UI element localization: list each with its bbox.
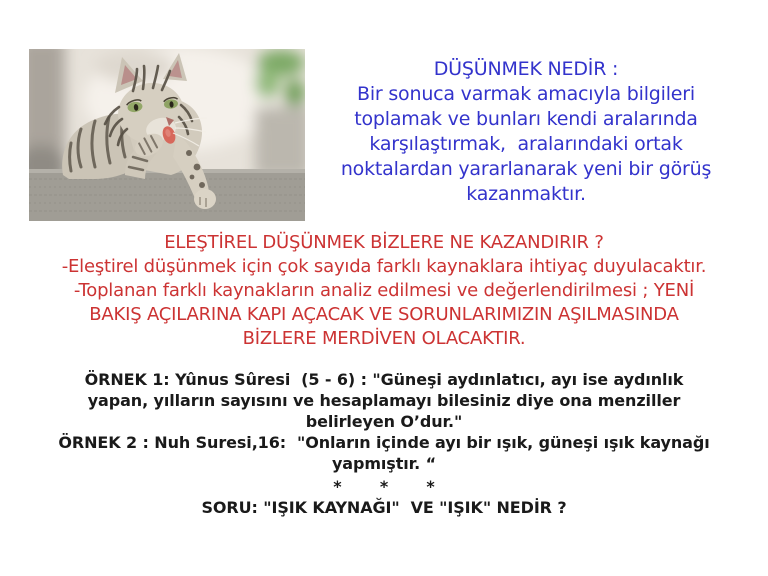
critical-line: BİZLERE MERDİVEN OLACAKTIR. [242, 328, 526, 349]
example-line: yapmıştır. “ [331, 454, 437, 473]
asterisk-separator: * * * [333, 477, 435, 496]
examples-block [8, 369, 760, 518]
thinking-line: karşılaştırmak, aralarındaki ortak [369, 133, 683, 155]
critical-line: -Eleştirel düşünmek için çok sayıda farklı kaynaklara ihtiyaç duyulacaktır. [61, 256, 707, 277]
critical-line: BAKIŞ AÇILARINA KAPI AÇACAK VE SORUNLARIMIZIN AŞILMASINDA [89, 304, 679, 325]
thinking-line: kazanmaktır. [466, 183, 586, 205]
example-line: ÖRNEK 1: Yûnus Sûresi (5 - 6) : "Güneşi aydınlatıcı, ayı ise aydınlık [84, 370, 684, 389]
example-line: ÖRNEK 2 : Nuh Suresi,16: "Onların içinde ayı bir ışık, güneşi ışık kaynağı [58, 433, 710, 452]
thinking-line: noktalardan yararlanarak yeni bir görüş [340, 158, 712, 180]
critical-line: -Toplanan farklı kaynakların analiz edilmesi ve değerlendirilmesi ; YENİ [73, 280, 695, 301]
critical-thinking-block [5, 231, 763, 351]
cat-photo [29, 49, 305, 221]
example-line: yapan, yılların sayısını ve hesaplamayı bilesiniz diye ona menziller [87, 391, 681, 410]
thinking-title: DÜŞÜNMEK NEDİR : [433, 58, 619, 80]
thinking-line: Bir sonuca varmak amacıyla bilgileri [356, 83, 695, 105]
thinking-definition-block [295, 57, 757, 207]
question-line: SORU: "IŞIK KAYNAĞI" VE "IŞIK" NEDİR ? [201, 498, 567, 517]
thinking-line: toplamak ve bunları kendi aralarında [354, 108, 698, 130]
critical-heading: ELEŞTİREL DÜŞÜNMEK BİZLERE NE KAZANDIRIR ? [164, 232, 604, 253]
example-line: belirleyen O’dur." [305, 412, 463, 431]
